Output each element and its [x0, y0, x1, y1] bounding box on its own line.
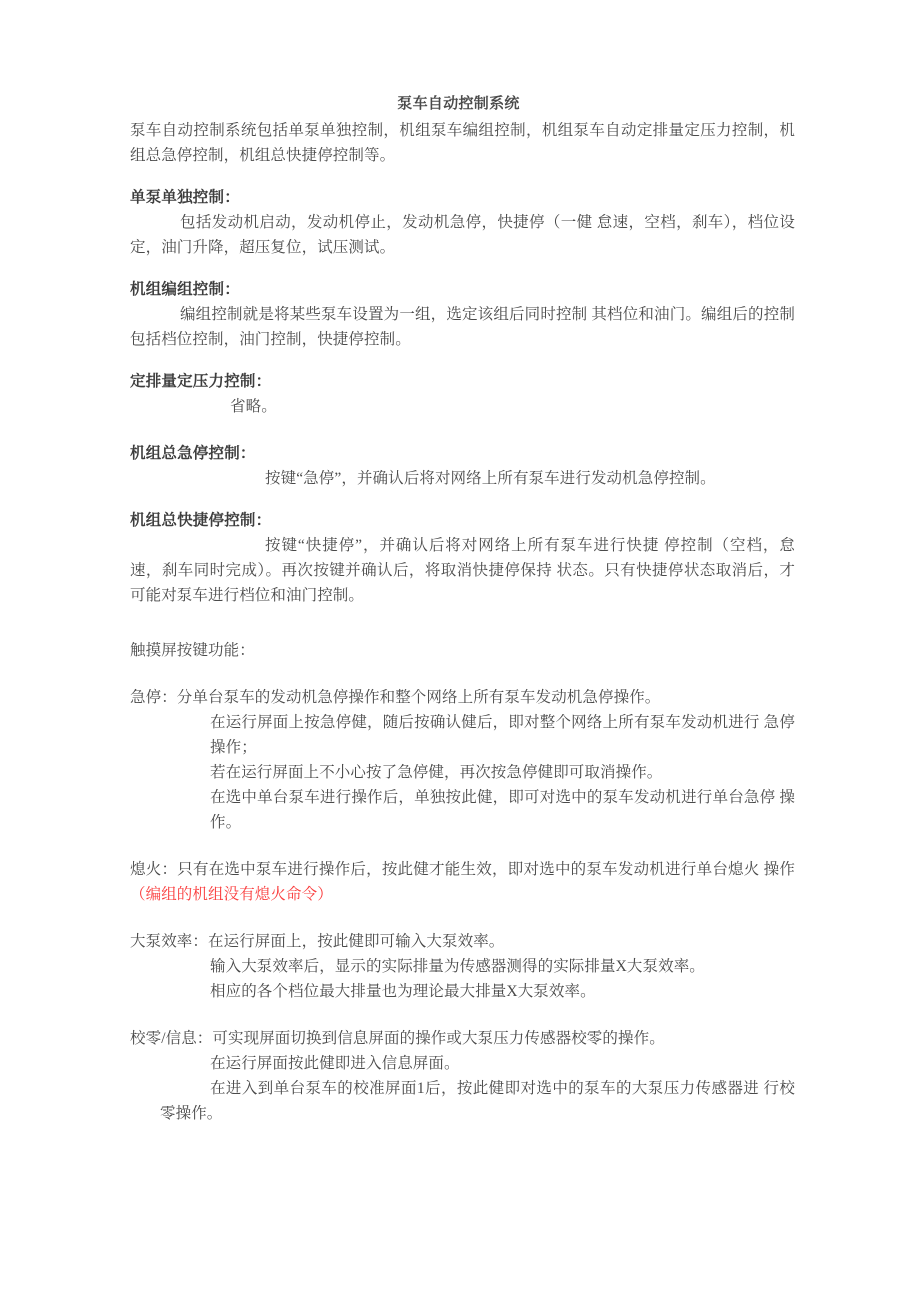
key-zero-info-line-2: 在进入到单台泵车的校准屏面1后，按此健即对选中的泵车的大泵压力传感器进 行校零操作。: [160, 1080, 795, 1122]
section-body-fixed-flow-pressure: 省略。: [230, 398, 277, 415]
section-heading-group-quickstop: 机组总快捷停控制：: [130, 512, 272, 529]
section-heading-fixed-flow-pressure: 定排量定压力控制：: [130, 373, 272, 390]
section-body-single-pump: 包括发动机启动，发动机停止，发动机急停，快捷停（一健 怠速，空档，刹车），档位设定，油门升降，超压复位，试压测试。: [130, 214, 795, 256]
key-zero-info-lead: 校零/信息：可实现屏面切换到信息屏面的操作或大泵压力传感器校零的操作。: [130, 1030, 665, 1047]
key-estop-line-1: 在运行屏面上按急停健，随后按确认健后，即对整个网络上所有泵车发动机进行 急停操作；: [210, 714, 795, 756]
key-flameout-text-black: 熄火：只有在选中泵车进行操作后，按此健才能生效，即对选中的泵车发动机进行单台熄火 操作: [130, 861, 795, 878]
key-pump-efficiency-line-2: 相应的各个档位最大排量也为理论最大排量X大泵效率。: [210, 983, 596, 1000]
key-pump-efficiency-line-1: 输入大泵效率后，显示的实际排量为传感器测得的实际排量X大泵效率。: [210, 958, 705, 975]
key-flameout-lead: [130, 857, 795, 907]
section-body-group-quickstop: 按键“快捷停”，并确认后将对网络上所有泵车进行快捷 停控制（空档，怠速，刹车同时完成）。再次按键并确认后，将取消快捷停保持 状态。只有快捷停状态取消后，才可能对泵车进行档位和油门控制。: [130, 537, 795, 604]
page-title: 泵车自动控制系统: [397, 96, 520, 112]
key-estop-line-3: 在选中单台泵车进行操作后，单独按此健，即可对选中的泵车发动机进行单台急停 操作。: [210, 789, 795, 831]
key-estop-lead: 急停：分单台泵车的发动机急停操作和整个网络上所有泵车发动机急停操作。: [130, 689, 661, 706]
section-heading-group-estop: 机组总急停控制：: [130, 445, 256, 462]
key-pump-efficiency-lead: 大泵效率：在运行屏面上，按此健即可输入大泵效率。: [130, 933, 505, 950]
intro-paragraph: 泵车自动控制系统包括单泵单独控制，机组泵车编组控制，机组泵车自动定排量定压力控制，机组总急停控制，机组总快捷停控制等。: [130, 122, 795, 164]
touchscreen-heading: 触摸屏按键功能：: [130, 642, 255, 659]
section-heading-group-control: 机组编组控制：: [130, 281, 240, 298]
key-zero-info-line-1: 在运行屏面按此健即进入信息屏面。: [210, 1055, 460, 1072]
key-estop-line-2: 若在运行屏面上不小心按了急停健，再次按急停健即可取消操作。: [210, 764, 663, 781]
key-flameout-text-red: （编组的机组没有熄火命令）: [130, 886, 333, 903]
section-heading-single-pump: 单泵单独控制：: [130, 189, 240, 206]
section-body-group-estop: 按键“急停”，并确认后将对网络上所有泵车进行发动机急停控制。: [265, 470, 716, 487]
section-body-group-control: 编组控制就是将某些泵车设置为一组，选定该组后同时控制 其档位和油门。编组后的控制包括档位控制，油门控制，快捷停控制。: [130, 306, 795, 348]
